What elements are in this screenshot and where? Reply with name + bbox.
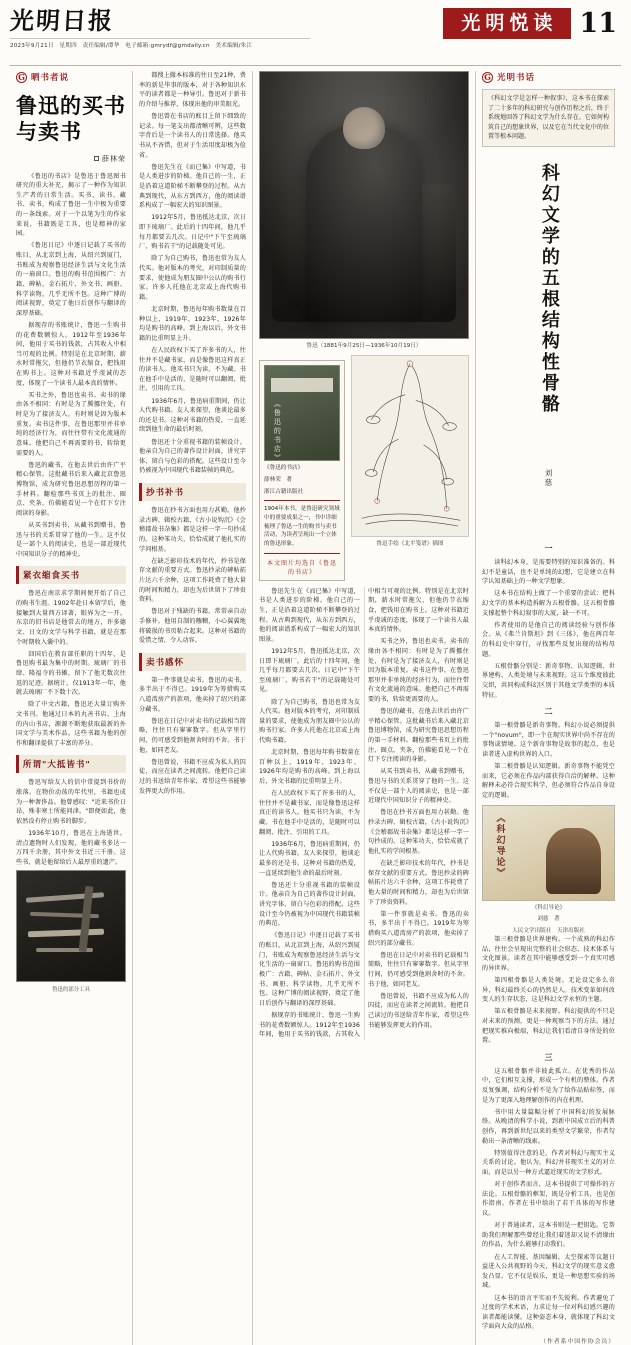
book-publisher: 浙江古籍出版社 [264,488,304,495]
paragraph: 回国后在教育部任职的十四年，是鲁迅购书最为集中的时期。琉璃厂的书肆、隆福寺的书摊，留下了他无数次往返的足迹。据统计，仅1913年一年，他就去琉璃厂不下数十次。 [16,650,126,697]
paragraph: 这本书的语言平实而不失锐利。作者避免了过度的学术术语，力求让每一位对科幻感兴趣的读者都能读懂。这种姿态本身，就体现了科幻文学面向大众的品格。 [482,1294,615,1331]
paragraph: 在缺乏影印技术的年代，抄书是保存文献的重要方式。鲁迅抄录的碑帖拓片达六千余种，这项工作耗费了他大量的时间和精力，却也为后世留下了珍贵资料。 [368,860,469,906]
column-center [252,71,475,1345]
book-note: 1904年本书，是鲁迅研究领域中的重要成果之一，书中详细梳理了鲁迅一生的购书与卖书活动，为读者呈现出一个立体的鲁迅形象。 [264,506,340,547]
section-marker: 二 [544,706,553,717]
paragraph: 鲁迅曾在书店的账目上留下细致的记录。每一笔支出都清晰可辨，这些数字背后是一个读书人的日常选择。他买书从不吝惜，但对于生活用度却极为俭省。 [139,113,246,159]
paragraph: 鲁迅在南京求学期间便开始了自己的购书生涯。1902年赴日本留学后，他接触到大量西方译著，眼界为之一开。东京的旧书店是他常去的地方，许多德文、日文的文学与科学书籍，就是在那个时期收入囊中的。 [16,590,126,646]
section-marker: 一 [544,542,553,553]
paragraph: 1912年5月，鲁迅抵达北京，次日即下琉璃厂。此后的十四年间，他几乎每月都要去几次。日记中"下午至琉璃厂，购书若干"的记载随处可见。 [259,647,360,694]
paragraph: 第五根骨骼是未来视野。科幻提供的不只是对未来的预测，更是一种观察当下的方法。通过把现实推向极端，科幻让我们看清自身所处的位置。 [482,1008,615,1045]
section-header-left [16,71,126,83]
paragraph: 1936年6月，鲁迅病重期间，仍让人代购书籍。友人来探望，他谈论最多的还是书。这种对书籍的热爱，一直延续到他生命的最后时刻。 [139,397,246,434]
paragraph: 鲁迅曾说，书籍不应成为私人的囚徒，而应在读者之间流转。他把自己读过的书送给青年作家，希望这些书能够发挥更大的作用。 [368,992,469,1029]
byline-author: 薛林荣 [102,154,126,163]
section-banner: 光明悦读 [443,8,571,39]
paragraph: 鲁迅还十分重视书籍的装帧设计。他亲自为自己的著作设计封面，讲究字体、留白与色彩的搭配。这些设计至今仍被视为中国现代书籍装帧的典范。 [259,881,360,928]
book-title: 《鲁迅的书店》 [264,465,304,472]
paragraph: 除了为自己购书，鲁迅也常为友人代买。他对版本的考究，对印制质量的要求，使他成为朋友圈中公认的购书行家。许多人托他在北京或上海代购书籍。 [259,698,360,745]
newspaper-logo: 光明日报 [9,6,115,35]
paragraph: 第一件事就是卖书。鲁迅的卖书，多半出于不得已。1919年为筹措购买八道湾房产的款项，他卖掉了绍兴的部分藏书。 [139,676,246,713]
column-right [475,71,621,1345]
vertical-title-wrap [482,153,615,469]
paragraph: 从买书到卖书，从藏书到赠书，鲁迅与书的关系贯穿了他的一生。这不仅是一部个人的阅读史，也是一部近现代中国知识分子的精神史。 [368,768,469,805]
paragraph: 作者使用的是他自己的阅读经验与创作体会。从《弗兰肯斯坦》到《三体》，他在两百年的科幻史中穿行，寻找那些反复出现的结构母题。 [482,621,615,658]
paragraph: 对于普通读者，这本书则是一把钥匙。它帮助我们理解那些曾经让我们着迷却又说不清缘由的作品，为什么能够打动我们。 [482,1222,615,1249]
paragraph: 除了为自己购书，鲁迅也常为友人代买。他对版本的考究，对印制质量的要求，使他成为朋友圈中公认的购书行家。许多人托他在北京或上海代购书籍。 [139,255,246,301]
paragraph: 第三根骨骼是世界建构。一个成熟的科幻作品，往往会呈现出完整的社会形态、技术体系与文化图景。读者在其中能够感受到一个真实可感的异世界。 [482,935,615,972]
paragraph: 第二根骨骼是认知逻辑。新奇事物不能凭空而来，它必须在作品内部获得自洽的解释。这种解释未必符合现实科学，但必须符合作品自身设定的逻辑。 [482,763,615,800]
page-number: 11 [579,8,617,39]
featured-book-box [259,360,345,580]
subheading: 卖书感怀 [139,653,246,671]
paragraph: 鲁迅在日记中对卖书的记载相当简略，往往只有寥寥数字。但从字里行间，仍可感受到他割舍时的不舍。书于他，如同老友。 [368,951,469,988]
portrait-caption: 鲁迅（1881年9月25日—1936年10月19日） [306,343,422,349]
g-logo-icon: G [482,72,493,83]
paragraph: 1936年6月，鲁迅病重期间，仍让人代购书籍。友人来探望，他谈论最多的还是书。这种对书籍的热爱，一直延续到他生命的最后时刻。 [259,840,360,877]
paragraph: 北京时期，鲁迅每年购书数量在百种以上，1919年、1923年、1926年均是购书的高峰。到上海以后，外文书籍的比重明显上升。 [139,305,246,342]
paragraph: 特别值得注意的是，作者对科幻与现实主义关系的讨论。他认为，科幻并非现实主义的对立面，而是以另一种方式逼近现实的文学形式。 [482,1149,615,1177]
g-logo-icon: G [16,72,27,83]
paragraph: 1912年5月，鲁迅抵达北京，次日即下琉璃厂。此后的十四年间，他几乎每月都要去几次。日记中"下午至琉璃厂，购书若干"的记载随处可见。 [139,214,246,251]
paragraph: 据现存的书账统计，鲁迅一生购书的花费数额惊人。1912年至1936年间，他用于买书的钱款，占其收入中相当可观的比例。特别是在北京时期，薪水时常拖欠，但他仍节衣缩食，把钱用在购书上。这种对书籍近乎虔诚的态度，体现了一个读书人最本真的情怀。 [259,587,469,1039]
paragraph: 北京时期，鲁迅每年购书数量在百种以上，1919年、1923年、1926年均是购书的高峰。到上海以后，外文书籍的比重明显上升。 [259,749,360,786]
paragraph: 鲁迅先生在《而已集》中写道，书是人类进步的阶梯。他自己的一生，正是沿着这道阶梯不断攀登的过程。从古典到现代，从东方到西方，他的阅读谱系构成了一幅宏大的知识图景。 [139,163,246,210]
section-label-left: 晒书者说 [31,73,70,83]
paragraph: 1936年10月，鲁迅在上海逝世。清点遗物时人们发现，他的藏书多达一万四千余册，其中外文书近三千册。这些书，就是他留给后人最厚重的遗产。 [16,830,126,866]
paragraph: 鲁迅在抄书方面也用力甚勤。他抄录古碑、辑校古籍，《古小说钩沉》《会稽郡故书杂集》都是这样一字一句抄成的。这种笨功夫，恰恰成就了他扎实的学问根基。 [139,507,246,553]
feature-headline: 科幻文学的五根结构性骨骼 [538,162,560,415]
sf-book-cover-title: 《科幻导论》 [494,813,505,880]
article-headline: 鲁迅的买书与卖书 [16,93,126,145]
paragraph: 在缺乏影印技术的年代，抄书是保存文献的重要方式。鲁迅抄录的碑帖拓片达六千余种，这项工作耗费了他大量的时间和精力，却也为后世留下了珍贵资料。 [139,557,246,604]
paragraph: 这本书在结构上做了一个重要的尝试：把科幻文学的基本构造拆解为五根骨骼。这五根骨骼支撑起整个科幻叙事的大厦，缺一不可。 [482,590,615,617]
paragraph: 《鲁迅日记》中逐日记载了买书的账目，从北京到上海，从绍兴到厦门，书账成为观察鲁迅经济生活与文化生活的一扇窗口。鲁迅的购书范围极广：古籍、碑帖、金石拓片、外文书、画册、科学读物，几乎无所不包。这种广博的阅读视野，奠定了他日后创作与翻译的深厚基础。 [16,242,126,317]
paragraph: 从买书到卖书，从藏书到赠书，鲁迅与书的关系贯穿了他的一生。这不仅是一部个人的阅读史，也是一部近现代中国知识分子的精神史。 [16,521,126,558]
column-mid [132,71,252,1345]
sf-book-title: 《科幻导论》 [531,904,566,911]
sketch-caption: 鲁迅手绘《北平笺谱》插图 [376,541,444,548]
sketch-lineart-icon [352,356,468,532]
subheading: 所谓"大抵皆书" [16,755,126,773]
paragraph: 鲁迅在抄书方面也用力甚勤。他抄录古碑、辑校古籍，《古小说钩沉》《会稽郡故书杂集》都是这样一字一句抄成的。这种笨功夫，恰恰成就了他扎实的学问根基。 [368,809,469,855]
paragraph: 五根骨骼分别是：新奇事物、认知逻辑、世界建构、人类处境与未来视野。这五个维度彼此交织，共同构成科幻区别于其他文学类型的本质特征。 [482,662,615,699]
vertical-author-wrap [482,469,615,537]
paragraph: 鲁迅曾说，书籍不应成为私人的囚徒，而应在读者之间流转。他把自己读过的书送给青年作家，希望这些书能够发挥更大的作用。 [139,758,246,795]
pull-quote: 《科幻文学是怎样一种叙事》，这本书在探索了二十多年的科幻研究与创作历程之后，终于系统地回答了科幻文学为什么存在、它如何构筑自己的想象世界，以及它在当代文化中的位置等根本问题。 [482,89,615,147]
paragraph: 鲁迅在日记中对卖书的记载相当简略，往往只有寥寥数字。但从字里行间，仍可感受到他割舍时的不舍。书于他，如同老友。 [139,717,246,754]
paragraph: 鲁迅对于残缺的书籍，常常亲自动手修补。他用自制的糨糊，小心翼翼地将破损的书页粘合起来。这种对书籍的爱惜之情，令人动容。 [139,608,246,645]
paragraph: 对于创作者而言，这本书提供了可操作的方法论。五根骨骼的框架，既是分析工具，也是创作指南。作者在书中给出了若干具体的写作建议。 [482,1181,615,1218]
section-marker: 三 [544,1051,553,1062]
book-highlight: 本文图片均选自《鲁迅的书店》 [266,559,337,576]
sf-book-cover [482,805,615,901]
masthead-right [443,8,621,39]
book-cover-title: 《鲁迅的书店》 [273,400,282,464]
tools-photo [16,870,126,982]
paragraph: 读科幻本身，是需要特别的知识准备的。科幻不是童话，也不是单纯的幻想，它是建立在科学认知基础上的一种文学想象。 [482,558,615,586]
paragraph: 书中用大量篇幅分析了中国科幻的发展脉络。从晚清的科学小说，到新中国成立后的科普创作，再到新世纪以来的类型文学繁荣，作者勾勒出一条清晰的线索。 [482,1108,615,1145]
masthead [10,8,621,66]
subheading: 抄书补书 [139,483,246,501]
paragraph: 鲁迅的藏书，在他去世后由许广平精心保管。这批藏书后来入藏北京鲁迅博物馆，成为研究鲁迅思想历程的第一手材料。翻检那些书页上的批注、圈点、夹条，仿佛能看见一个在灯下专注阅读的身影。 [16,461,126,517]
masthead-meta: 2023年9月21日 星期四 责任编辑/谭华 电子邮箱:gmrydf@gmdaily.cn 美术编辑/朱江 [10,38,310,49]
paragraph: 第四根骨骼是人类处境。无论设定多么奇异，科幻最终关心的仍然是人。技术变革如何改变人的生存状态，这是科幻文学永恒的主题。 [482,976,615,1004]
paragraph: 这五根骨骼并非彼此孤立。在优秀的作品中，它们相互支撑，形成一个有机的整体。作者反复强调，结构分析不是为了给作品贴标签，而是为了更深入地理解创作的内在机理。 [482,1067,615,1104]
paragraph: 鲁迅先生在《而已集》中写道，书是人类进步的阶梯。他自己的一生，正是沿着这道阶梯不断攀登的过程。从古典到现代，从东方到西方，他的阅读谱系构成了一幅宏大的知识图景。 [259,587,360,643]
paragraph: 除了中文古籍，鲁迅还大量订购外文书刊。他通过日本的丸善书店、上海的内山书店，源源不断地获取最新的外国文学与美术作品。这些书籍为他的创作和翻译提供了丰富的养分。 [16,701,126,747]
sketch-illustration [351,355,469,537]
paragraph: 买书之外，鲁迅也卖书。卖书的缘由各不相同：有时是为了腾挪住处，有时是为了接济友人，有时则是因为版本重复。卖书这件事，在鲁迅那里并非单纯的经济行为，而往往带有文化流通的意味。他把自己不再需要的书，转给更需要的人。 [368,638,469,704]
center-text-block [259,587,469,1040]
paragraph: 据现存的书账统计，鲁迅一生购书的花费数额惊人。1912年至1936年间，他用于买书的钱款，占其收入中相当可观的比例。特别是在北京时期，薪水时常拖欠，但他仍节衣缩食，把钱用在购书上。这种对书籍近乎虔诚的态度，体现了一个读书人最本真的情怀。 [16,321,126,387]
photo-caption: 鲁迅的部分工具 [52,987,90,993]
byline-square-icon [94,156,99,161]
paragraph: 鲁迅的藏书，在他去世后由许广平精心保管。这批藏书后来入藏北京鲁迅博物馆，成为研究鲁迅思想历程的第一手材料。翻检那些书页上的批注、圈点、夹条，仿佛能看见一个在灯下专注阅读的身影。 [368,708,469,764]
paragraph: 鲁迅写给友人的信中常提到书价的涨落。在物价动荡的年代里，书籍也成为一种奢侈品。他曾感叹："近来书价日昂，殊非寒士所能问津。"即便如此，他依然没有停止购书的脚步。 [16,779,126,825]
paragraph: 《鲁迅的书店》是鲁迅于鲁迅图书研究的重大补充，揭示了一种作为知识生产者的日常生活。买书、读书、藏书、卖书，构成了鲁迅一生中极为重要的一条线索。对于一个以笔为生的作家来说，书籍既是工具，也是精神的家园。 [16,172,126,238]
article-signature: （作者系中国作协会员） [540,1339,615,1345]
section-header-right [482,71,615,83]
sf-book-publisher: 人民文学出版社 天津出版社 [512,927,585,934]
paragraph: 《鲁迅日记》中逐日记载了买书的账目，从北京到上海，从绍兴到厦门，书账成为观察鲁迅经济生活与文化生活的一扇窗口。鲁迅的购书范围极广：古籍、碑帖、金石拓片、外文书、画册、科学读物，几乎无所不包。这种广博的阅读视野，奠定了他日后创作与翻译的深厚基础。 [259,932,360,1007]
paragraph: 买书之外，鲁迅也卖书。卖书的缘由各不相同：有时是为了腾挪住处，有时是为了接济友人，有时则是因为版本重复。卖书这件事，在鲁迅那里并非单纯的经济行为，而往往带有文化流通的意味。他把自己不再需要的书，转给更需要的人。 [16,391,126,457]
section-label-right: 光明书话 [497,73,536,83]
paragraph: 鲁迅还十分重视书籍的装帧设计。他亲自为自己的著作设计封面，讲究字体、留白与色彩的搭配。这些设计至今仍被视为中国现代书籍装帧的典范。 [139,438,246,475]
column-left [10,71,132,1345]
luxun-portrait-photo [259,71,469,339]
paragraph: 第一根骨骼是新奇事物。科幻小说必须提供一个"novum"，即一个在现实世界中尚不存在的事物或情境。这个新奇事物是故事的起点，也是读者进入虚构世界的入口。 [482,722,615,759]
paragraph: 在人民政权下买了许多书的人，往往并不是藏书家，而是像鲁迅这样真正的读书人。他买书只为读，不为藏。书在他手中是活的，是随时可以翻阅、批注、引用的工具。 [139,346,246,393]
masthead-left [10,8,310,49]
paragraph: 都搜上撤本标准的往日至21种，费率的新是毕事的版本，对于各种知识水平的读者都是一种导引。鲁迅对于新书的介绍与推荐，体现出他的审美眼光。 [139,72,246,108]
paragraph: 在人民政权下买了许多书的人，往往并不是藏书家，而是像鲁迅这样真正的读书人。他买书只为读，不为藏。书在他手中是活的，是随时可以翻阅、批注、引用的工具。 [259,790,360,836]
book-cover-image [264,365,340,464]
page-body [10,71,621,1345]
feature-author: 刘慈 [544,468,553,488]
subheading: 紧衣缩食买书 [16,566,126,584]
sf-book-author: 刘慈 著 [537,916,560,923]
paragraph: 第一件事就是卖书。鲁迅的卖书，多半出于不得已。1919年为筹措购买八道湾房产的款项，他卖掉了绍兴的部分藏书。 [368,910,469,947]
book-author: 薛林荣 著 [264,477,292,484]
article-byline [16,154,126,164]
paragraph: 在人工智能、基因编辑、太空探索等议题日益进入公共视野的今天，科幻文学的现实意义愈发凸显。它不仅是娱乐，更是一种思想实验的场域。 [482,1253,615,1290]
